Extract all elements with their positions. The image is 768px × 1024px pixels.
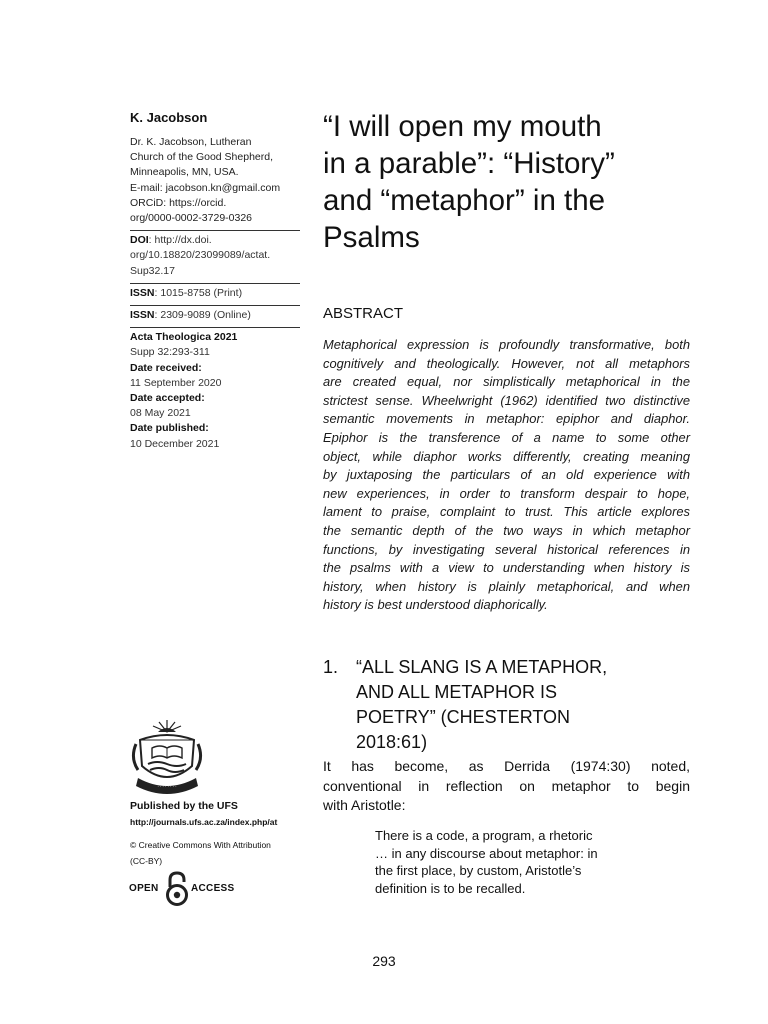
affiliation-line: Dr. K. Jacobson, Lutheran <box>130 136 252 148</box>
abstract-heading: ABSTRACT <box>323 305 404 322</box>
block-quote <box>375 827 645 897</box>
abstract-line: cognitively and theologically. However, not all metaphors <box>323 355 690 371</box>
abstract-line: object, while diaphor works differently, creating meaning <box>323 448 690 464</box>
open-access-right-text: ACCESS <box>191 883 235 894</box>
open-access-logo <box>129 871 249 907</box>
doi-link[interactable]: org/10.18820/23099089/actat. <box>130 249 271 262</box>
open-access-left-text: OPEN <box>129 883 159 894</box>
affiliation-line: Minneapolis, MN, USA. <box>130 166 239 179</box>
divider <box>130 283 300 284</box>
section-title <box>356 655 696 755</box>
doi-link[interactable]: Sup32.17 <box>130 264 175 277</box>
body-paragraph <box>323 757 690 816</box>
title-line: Psalms <box>323 221 420 254</box>
issn-value: : 1015-8758 (Print) <box>154 286 243 299</box>
abstract-line: history, when history is plainly metaphorical, and when <box>323 578 690 594</box>
doi-label: DOI <box>130 234 149 247</box>
journal-info <box>130 330 302 452</box>
section-title-line: POETRY” (CHESTERTON <box>356 707 571 727</box>
abstract-line: lament to praise, complaint to trust. This article explores <box>323 504 690 520</box>
author-name: K. Jacobson <box>130 110 208 125</box>
quote-line: There is a code, a program, a rhetoric <box>375 828 593 843</box>
abstract-line: Epiphor is the transference of a name to some other <box>323 429 690 445</box>
license-line: © Creative Commons With Attribution <box>130 840 271 850</box>
affiliation-line: Church of the Good Shepherd, <box>130 151 274 164</box>
divider <box>130 327 300 328</box>
abstract-line: Metaphorical expression is profoundly transformative, both <box>323 337 690 352</box>
quote-line: the first place, by custom, Aristotle’s <box>375 863 582 878</box>
issn-online <box>130 308 302 323</box>
section-title-line: AND ALL METAPHOR IS <box>356 682 558 702</box>
doi-block <box>130 233 302 279</box>
svg-text:· · · · · · · ·: · · · · · · · · <box>157 784 177 789</box>
doi-link[interactable]: : http://dx.doi. <box>148 234 212 247</box>
quote-line: … in any discourse about metaphor: in <box>375 845 598 861</box>
received-label: Date received: <box>130 361 202 374</box>
published-date: 10 December 2021 <box>130 437 220 450</box>
title-line: and “metaphor” in the <box>323 184 606 217</box>
abstract-line: semantic movements in metaphor: epiphor and diaphor. <box>323 411 690 427</box>
publisher-name: Published by the UFS <box>130 800 238 812</box>
abstract-line: strictest sense. Wheelwright (1962) identified two distinctive <box>323 392 690 408</box>
divider <box>130 305 300 306</box>
page-number: 293 <box>372 953 396 969</box>
journal-url-link[interactable]: http://journals.ufs.ac.za/index.php/at <box>130 817 278 827</box>
license-info <box>130 837 271 869</box>
journal-pages: Supp 32:293-311 <box>130 346 210 359</box>
orcid-line[interactable]: ORCiD: https://orcid. <box>130 196 227 209</box>
quote-line: definition is to be recalled. <box>375 880 526 896</box>
orcid-line[interactable]: org/0000-0002-3729-0326 <box>130 212 253 225</box>
accepted-label: Date accepted: <box>130 392 205 405</box>
published-label: Date published: <box>130 422 209 435</box>
abstract-line: are created equal, nor simplistically metaphorical in the <box>323 374 690 390</box>
title-line: in a parable”: “History” <box>323 147 615 180</box>
article-sidebar <box>130 110 302 452</box>
section-number: 1. <box>323 657 339 677</box>
issn-value: : 2309-9089 (Online) <box>154 309 251 322</box>
section-title-line: “ALL SLANG IS A METAPHOR, <box>356 657 608 677</box>
abstract-line: the semantic depth of the two ways in which metaphor <box>323 522 690 538</box>
accepted-date: 08 May 2021 <box>130 407 191 420</box>
article-title <box>323 108 703 256</box>
title-line: “I will open my mouth <box>323 110 602 143</box>
body-line: It has become, as Derrida (1974:30) noted, <box>323 758 690 774</box>
journal-name: Acta Theologica 2021 <box>130 331 238 344</box>
abstract-line: functions, by investigating several historical references in <box>323 541 690 557</box>
issn-print <box>130 286 302 301</box>
abstract-line: the psalms with a view to understanding when history is <box>323 560 690 576</box>
abstract-line: new experiences, in order to transform despair to hope, <box>323 485 690 501</box>
abstract-line: by juxtaposing the particulars of an old experience with <box>323 467 690 483</box>
author-affiliation <box>130 135 302 226</box>
abstract-text <box>323 336 690 615</box>
body-line: conventional in reflection on metaphor to begin <box>323 777 690 794</box>
license-line: (CC-BY) <box>130 856 163 866</box>
received-date: 11 September 2020 <box>130 376 222 389</box>
section-title-line: 2018:61) <box>356 732 428 752</box>
issn-label: ISSN <box>130 286 155 299</box>
abstract-line: history is best understood diaphorically. <box>323 597 548 613</box>
body-line: with Aristotle: <box>323 797 406 813</box>
divider <box>130 230 300 231</box>
open-access-lock-icon <box>164 871 190 907</box>
email-line[interactable]: E-mail: jacobson.kn@gmail.com <box>130 181 281 194</box>
ufs-crest-icon <box>128 718 206 798</box>
issn-label: ISSN <box>130 309 155 322</box>
